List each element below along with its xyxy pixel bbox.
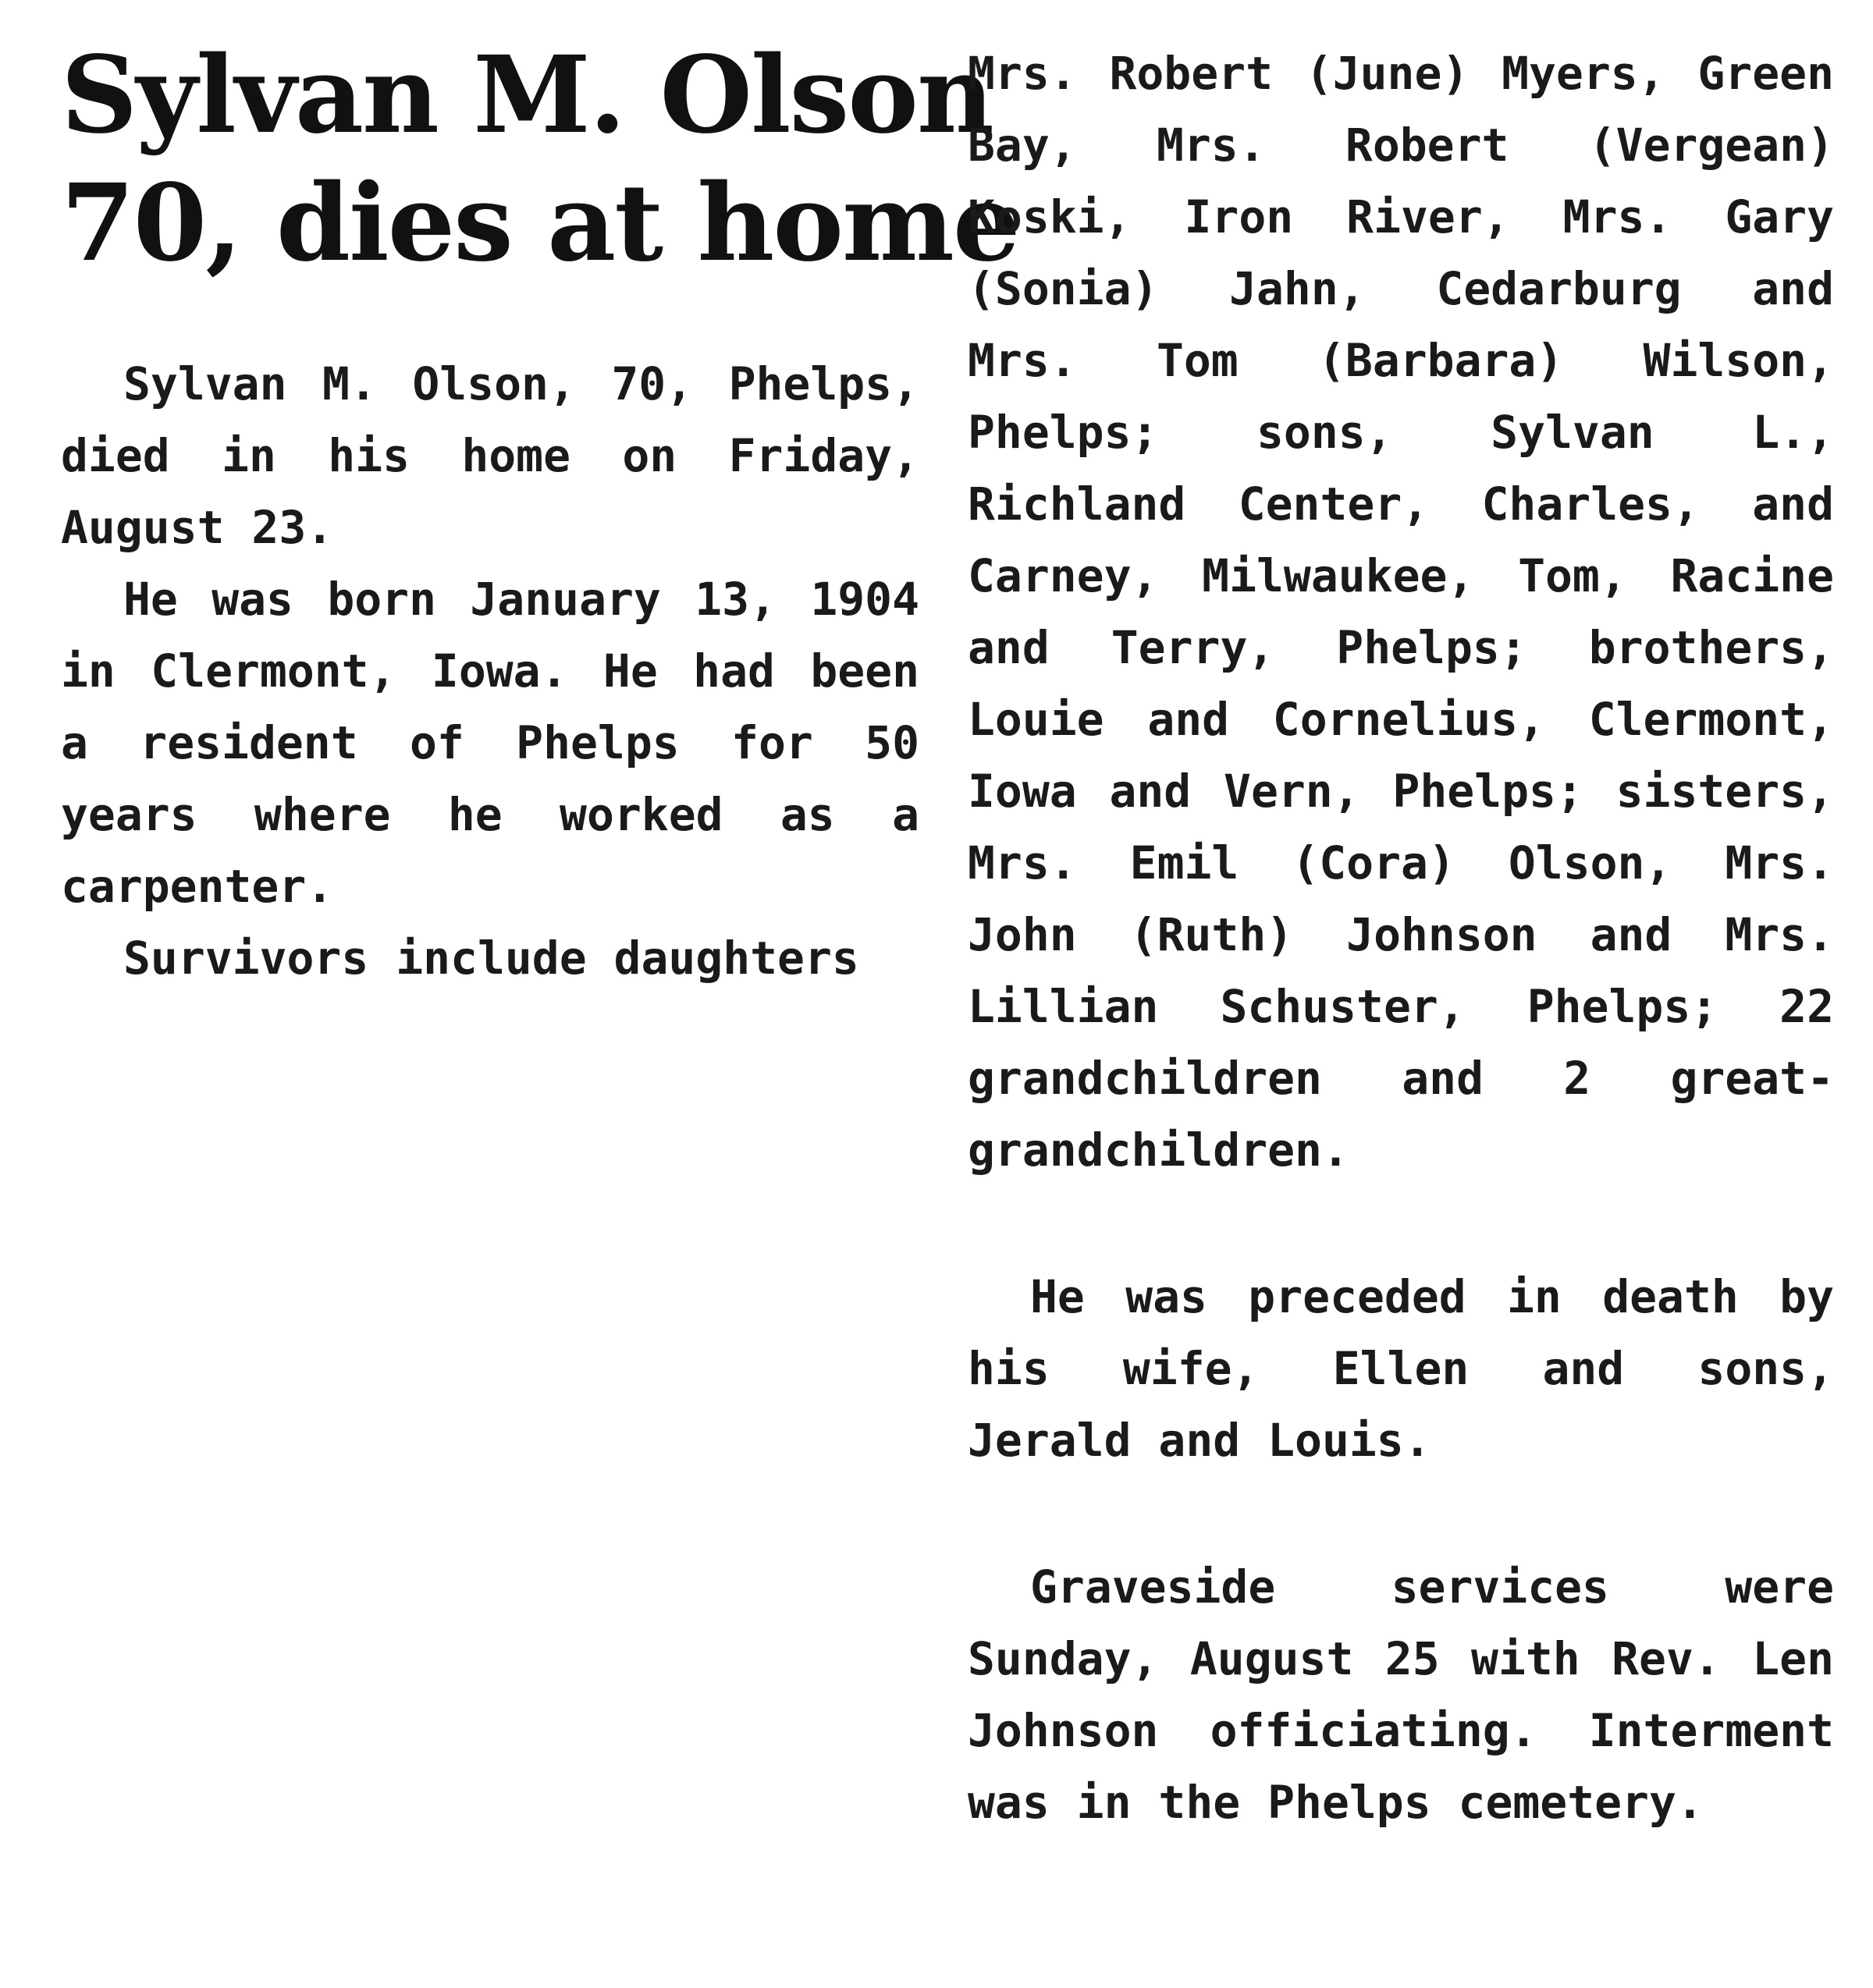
- paragraph-death-notice: Sylvan M. Olson, 70, Phelps, died in his home on Friday, August 23.: [61, 357, 919, 554]
- paragraph-survivors-intro: Survivors include daughters: [123, 932, 859, 985]
- paragraph-birth: He was born January 13, 1904 in Clermont, Iowa. He had been a resident of Phelps for 50 years where he worked as a carpenter.: [61, 573, 919, 913]
- paragraph-survivors-list: Mrs. Robert (June) Myers, Green Bay, Mrs. Robert (Vergean) Koski, Iron River, Mrs. Gary (Sonia) Jahn, Cedarburg and Mrs. Tom (Barbara) Wilson, Phelps; sons, Sylvan L., Richland Center, Charles, and Carney, Milwaukee, Tom, Racine and Terry, Phelps; brothers, Louie and Cornelius, Clermont, Iowa and Vern, Phelps; sisters, Mrs. Emil (Cora) Olson, Mrs. John (Ruth) Johnson and Mrs. Lillian Schuster, Phelps; 22 grandchildren and 2 great-grandchildren.: [968, 47, 1834, 1177]
- paragraph-services: Graveside services were Sunday, August 25 with Rev. Len Johnson officiating. Interment was in the Phelps cemetery.: [968, 1560, 1834, 1829]
- left-column: [61, 31, 1019, 994]
- headline: [61, 31, 1019, 287]
- headline-line-1: Sylvan M. Olson: [61, 33, 993, 158]
- headline-line-2: 70, dies at home: [61, 161, 1019, 286]
- right-column: [968, 37, 1834, 1838]
- paragraph-preceded: He was preceded in death by his wife, Ellen and sons, Jerald and Louis.: [968, 1270, 1834, 1467]
